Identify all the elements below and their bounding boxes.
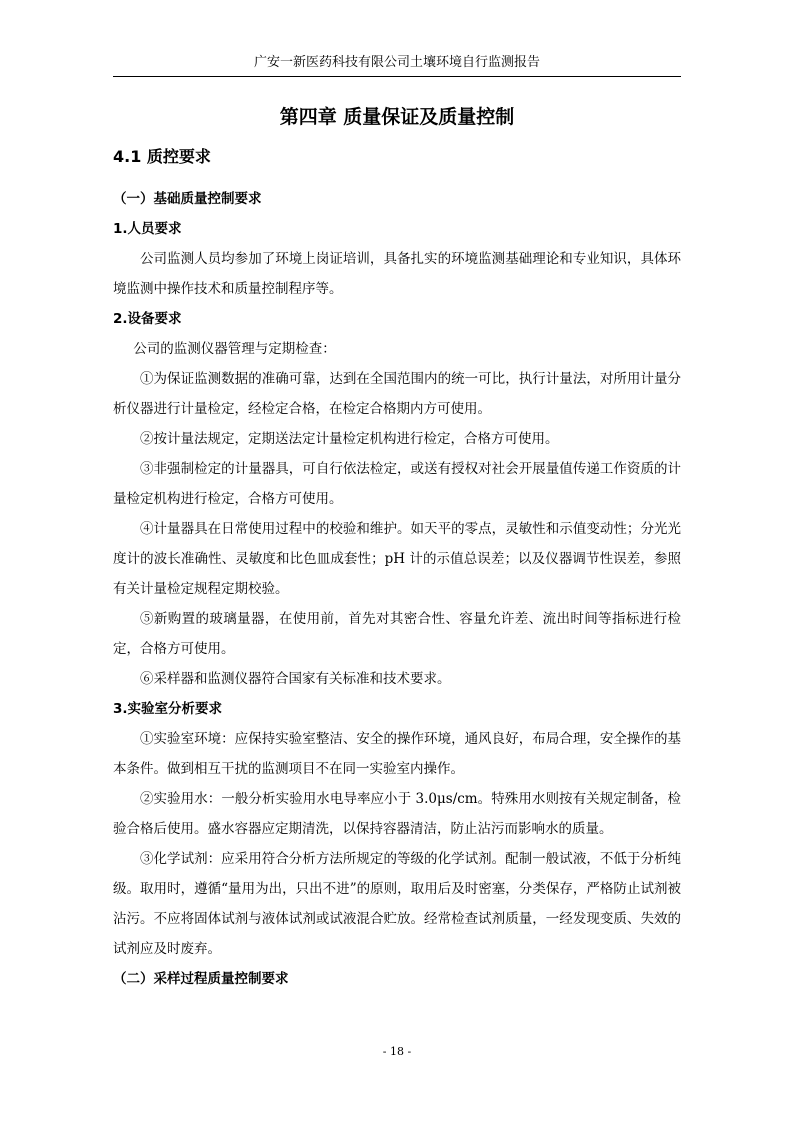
lab-item-3: ③化学试剂：应采用符合分析方法所规定的等级的化学试剂。配制一般试液，不低于分析纯级。取用时，遵循“量用为出，只出不进”的原则，取用后及时密塞，分类保存，严格防止试剂被沾污。不应将固体试剂与液体试剂或试液混合贮放。经常检查试剂质量，一经发现变质、失效的试剂应及时废弃。 [113, 851, 681, 957]
header-rule [113, 76, 681, 77]
part2-title: （二）采样过程质量控制要求 [113, 971, 289, 987]
equipment-title: 2.设备要求 [113, 311, 182, 327]
page-header: 广安一新医药科技有限公司土壤环境自行监测报告 [253, 55, 540, 70]
part1-title: （一）基础质量控制要求 [113, 191, 262, 207]
page-number: - 18 - [382, 1045, 412, 1058]
chapter-title: 第四章 质量保证及质量控制 [279, 106, 515, 128]
equipment-item-1: ①为保证监测数据的准确可靠，达到在全国范围内的统一可比，执行计量法，对所用计量分析仪器进行计量检定，经检定合格，在检定合格期内方可使用。 [113, 371, 681, 417]
personnel-title: 1.人员要求 [113, 221, 182, 237]
lab-item-2: ②实验用水：一般分析实验用水电导率应小于 3.0μs/cm。特殊用水则按有关规定制备，检验合格后使用。盛水容器应定期清洗，以保持容器清洁，防止沾污而影响水的质量。 [113, 791, 681, 837]
section-title: 4.1 质控要求 [113, 147, 211, 166]
lab-item-1: ①实验室环境：应保持实验室整洁、安全的操作环境，通风良好，布局合理，安全操作的基本条件。做到相互干扰的监测项目不在同一实验室内操作。 [113, 731, 681, 777]
equipment-item-4: ④计量器具在日常使用过程中的校验和维护。如天平的零点，灵敏性和示值变动性；分光光度计的波长准确性、灵敏度和比色皿成套性；pH 计的示值总误差；以及仪器调节性误差，参照有关计量检定规程定期校验。 [113, 521, 681, 597]
lab-title: 3.实验室分析要求 [113, 701, 223, 717]
document-body [113, 142, 681, 994]
equipment-item-6: ⑥采样器和监测仪器符合国家有关标准和技术要求。 [140, 671, 451, 687]
equipment-item-5: ⑤新购置的玻璃量器，在使用前，首先对其密合性、容量允许差、流出时间等指标进行检定，合格方可使用。 [113, 611, 681, 657]
personnel-paragraph: 公司监测人员均参加了环境上岗证培训，具备扎实的环境监测基础理论和专业知识，具体环境监测中操作技术和质量控制程序等。 [113, 251, 681, 297]
equipment-intro: 公司的监测仪器管理与定期检查： [133, 341, 336, 357]
equipment-item-3: ③非强制检定的计量器具，可自行依法检定，或送有授权对社会开展量值传递工作资质的计量检定机构进行检定，合格方可使用。 [113, 461, 681, 507]
equipment-item-2: ②按计量法规定，定期送法定计量检定机构进行检定，合格方可使用。 [140, 431, 559, 447]
